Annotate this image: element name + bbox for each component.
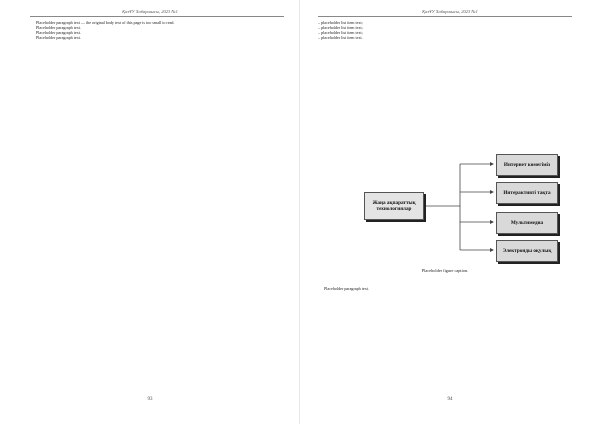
list-item: – placeholder list item text; xyxy=(318,30,363,36)
arrowhead xyxy=(490,162,494,166)
header-rule xyxy=(318,16,572,17)
diagram-node: Интернет көмегіміз xyxy=(496,154,558,176)
figure-caption: Placeholder figure caption. xyxy=(421,268,469,273)
list-item: – placeholder list item text. xyxy=(318,35,363,41)
diagram-node: Мультимедиа xyxy=(496,212,558,234)
header-rule xyxy=(30,16,284,17)
page-number: 93 xyxy=(147,397,153,402)
center-node: Жаңа ақпараттық технологиялар xyxy=(364,192,424,220)
right-after-text xyxy=(318,286,572,291)
diagram-node: Электронды оқулық xyxy=(496,240,558,262)
list-item: – placeholder list item text; xyxy=(318,25,363,31)
paragraph: Placeholder paragraph text. xyxy=(36,25,81,31)
list-item: – placeholder list item text; xyxy=(318,20,363,25)
bullet-list xyxy=(318,20,572,40)
left-body-text xyxy=(30,20,284,40)
paragraph: Placeholder paragraph text. xyxy=(36,35,81,41)
paragraph: Placeholder paragraph text — the original body text of this page is too small to read. xyxy=(36,20,175,25)
arrowhead xyxy=(490,248,494,252)
arrowhead xyxy=(490,220,494,224)
paragraph: Placeholder paragraph text. xyxy=(324,286,369,291)
running-header: ҚазҰУ Хабаршысы, 2023 №1 xyxy=(422,9,478,14)
technology-diagram xyxy=(360,150,580,264)
paragraph: Placeholder paragraph text. xyxy=(36,30,81,36)
arrowhead xyxy=(490,190,494,194)
running-header: ҚазҰУ Хабаршысы, 2023 №1 xyxy=(122,9,178,14)
right-body-text xyxy=(318,20,572,40)
right-page xyxy=(300,0,600,424)
diagram-node: Интерактивті тақта xyxy=(496,182,558,204)
page-number: 94 xyxy=(447,397,453,402)
